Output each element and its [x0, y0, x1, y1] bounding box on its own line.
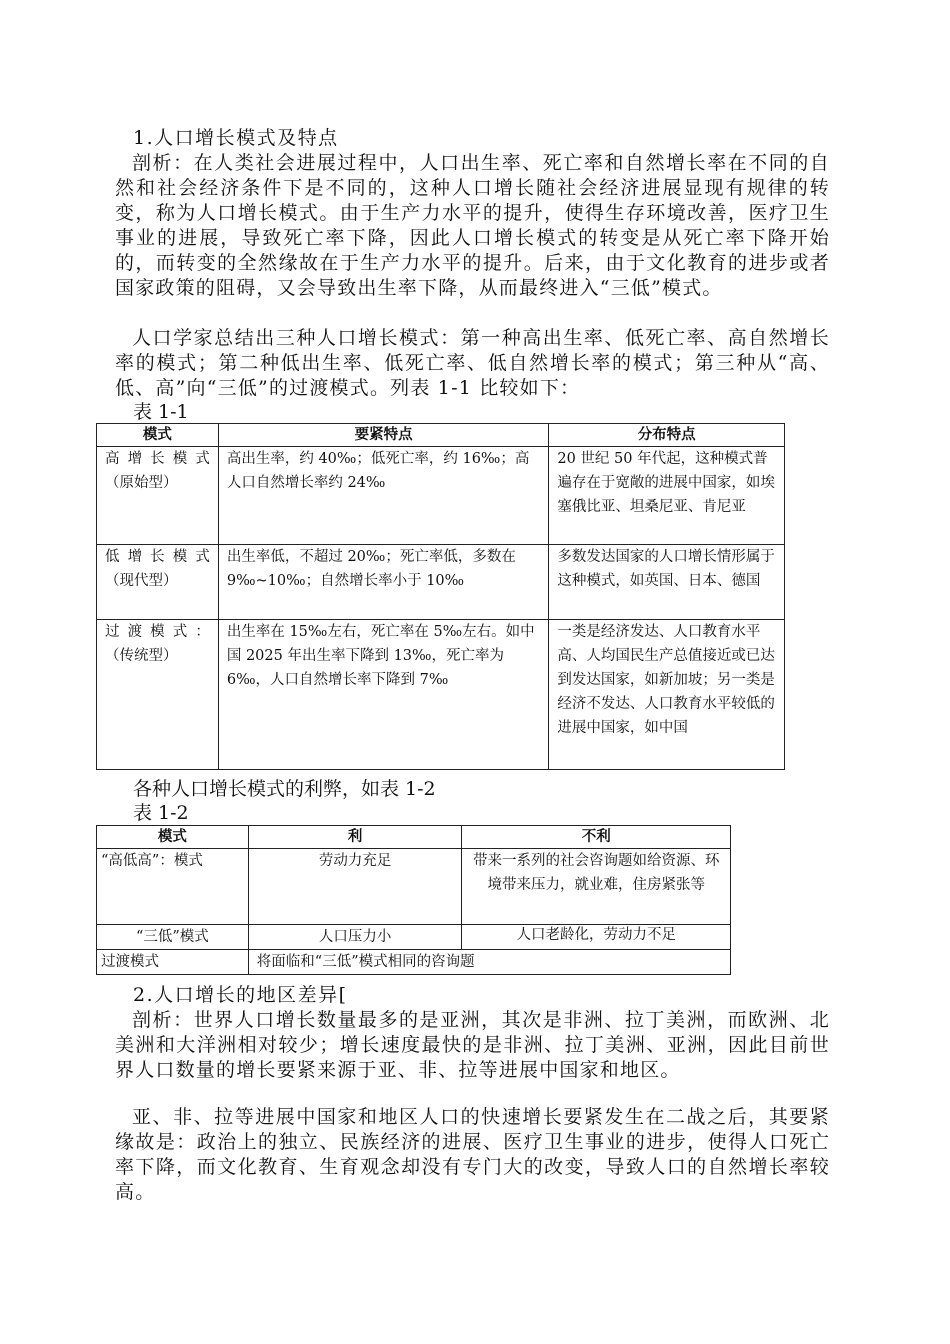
table-cell-merged: 将面临和“三低”模式相同的咨询题	[248, 950, 730, 975]
table-cell-con: 带来一系列的社会咨询题如给资源、环境带来压力，就业难，住房紧张等	[462, 849, 731, 925]
section2-paragraph-2: 亚、非、拉等进展中国家和地区人口的快速增长要紧发生在二战之后，其要紧缘故是：政治上的独立、民族经济的进展、医疗卫生事业的进步，使得人口死亡率下降，而文化教育、生育观念却没有专门大的改变，导致人口的自然增长率较高。	[115, 1106, 830, 1203]
section1-paragraph-2: 人口学家总结出三种人口增长模式：第一种高出生率、低死亡率、高自然增长率的模式；第二种低出生率、低死亡率、低自然增长率的模式；第三种从“高、低、高”向“三低”的过渡模式。列表 1-1 比较如下：	[115, 327, 830, 399]
mode-type: （原始型）	[105, 475, 178, 491]
table1-header-mode: 模式	[97, 424, 219, 447]
table-row	[97, 620, 785, 770]
table-cell-mode: “高低高”：模式	[97, 849, 249, 925]
table-cell-mode	[97, 447, 219, 545]
table-cell-pro: 人口压力小	[248, 925, 462, 950]
section1-paragraph-3: 各种人口增长模式的利弊，如表 1-2	[133, 778, 436, 800]
table-cell-pro: 劳动力充足	[248, 849, 462, 925]
table-row	[97, 950, 731, 975]
table-row	[97, 447, 785, 545]
table-1-2	[96, 825, 731, 975]
mode-name: 高增长模式	[105, 451, 210, 467]
table2-header-mode: 模式	[97, 826, 249, 849]
table1-header-row	[97, 424, 785, 447]
section1-heading: 1.人口增长模式及特点	[133, 127, 339, 149]
table2-header-pro: 利	[248, 826, 462, 849]
table-cell-features: 出生率在 15‰左右，死亡率在 5‰左右。如中国 2025 年出生率下降到 13‰，死亡率为 6‰，人口自然增长率下降到 7‰	[218, 620, 549, 770]
table2-header-row	[97, 826, 731, 849]
table1-caption: 表 1-1	[133, 401, 189, 423]
section2-paragraph-1: 剖析：世界人口增长数量最多的是亚洲，其次是非洲、拉丁美洲，而欧洲、北美洲和大洋洲相对较少；增长速度最快的是非洲、拉丁美洲、亚洲，因此目前世界人口数量的增长要紧来源于亚、非、拉等进展中国家和地区。	[115, 1009, 830, 1081]
table2-header-con: 不利	[462, 826, 731, 849]
table-row	[97, 849, 731, 925]
table-cell-distribution: 20 世纪 50 年代起，这种模式普遍存在于宽敞的进展中国家，如埃塞俄比亚、坦桑尼亚、肯尼亚	[549, 447, 785, 545]
table1-header-distribution: 分布特点	[549, 424, 785, 447]
mode-name: 低增长模式	[105, 549, 210, 565]
mode-type: （现代型）	[105, 573, 178, 589]
table-cell-distribution: 一类是经济发达、人口教育水平高、人均国民生产总值接近或已达到发达国家，如新加坡；另一类是经济不发达、人口教育水平较低的进展中国家，如中国	[549, 620, 785, 770]
table-row	[97, 545, 785, 620]
table-cell-mode	[97, 620, 219, 770]
table-cell-features: 出生率低，不超过 20‰；死亡率低，多数在 9‰~10‰；自然增长率小于 10‰	[218, 545, 549, 620]
table2-caption: 表 1-2	[133, 802, 189, 824]
table-cell-mode: “三低”模式	[97, 925, 249, 950]
table-cell-mode	[97, 545, 219, 620]
table1-header-features: 要紧特点	[218, 424, 549, 447]
section2-heading: 2.人口增长的地区差异[	[133, 984, 348, 1006]
mode-name: 过渡模式：	[105, 624, 210, 640]
section1-paragraph-1: 剖析：在人类社会进展过程中，人口出生率、死亡率和自然增长率在不同的自然和社会经济条件下是不同的，这种人口增长随社会经济进展显现有规律的转变，称为人口增长模式。由于生产力水平的提升，使得生存环境改善，医疗卫生事业的进展，导致死亡率下降，因此人口增长模式的转变是从死亡率下降开始的，而转变的全然缘故在于生产力水平的提升。后来，由于文化教育的进步或者国家政策的阻碍，又会导致出生率下降，从而最终进入“三低”模式。	[115, 152, 830, 299]
table-cell-mode: 过渡模式	[97, 950, 249, 975]
table-row	[97, 925, 731, 950]
table-cell-features: 高出生率，约 40‰；低死亡率，约 16‰；高人口自然增长率约 24‰	[218, 447, 549, 545]
table-1-1	[96, 423, 785, 770]
table-cell-con: 人口老龄化，劳动力不足	[462, 925, 731, 950]
mode-type: （传统型）	[105, 648, 178, 664]
table-cell-distribution: 多数发达国家的人口增长情形属于这种模式，如英国、日本、德国	[549, 545, 785, 620]
